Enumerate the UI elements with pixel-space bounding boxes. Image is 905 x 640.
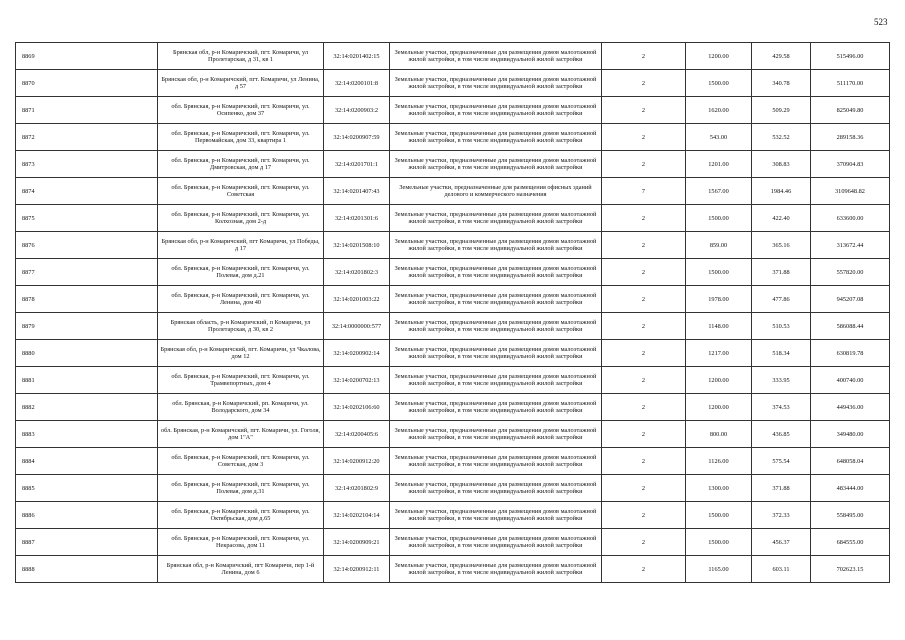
address-cell: Брянская обл, р-н Комаричский, пгт. Комаричи, ул Чкалова, дом 12 — [158, 340, 324, 367]
cadastral-value-cell: 684555.00 — [811, 529, 890, 556]
area-cell: 1300.00 — [686, 475, 752, 502]
category-cell: 2 — [602, 313, 686, 340]
category-cell: 2 — [602, 259, 686, 286]
category-cell: 2 — [602, 340, 686, 367]
category-cell: 2 — [602, 232, 686, 259]
land-use-cell: Земельные участки, предназначенные для размещения домов малоэтажной жилой застройки, в том числе индивидуальной жилой застройки — [390, 475, 602, 502]
category-cell: 2 — [602, 151, 686, 178]
row-number: 8876 — [16, 232, 158, 259]
cadastral-number-cell: 32:14:0200907:59 — [324, 124, 390, 151]
category-cell: 2 — [602, 421, 686, 448]
row-number: 8872 — [16, 124, 158, 151]
row-number: 8887 — [16, 529, 158, 556]
table-body — [16, 43, 890, 583]
category-cell: 2 — [602, 394, 686, 421]
cadastral-value-cell: 702623.15 — [811, 556, 890, 583]
cadastral-number-cell: 32:14:0202104:14 — [324, 502, 390, 529]
category-cell: 2 — [602, 556, 686, 583]
land-use-cell: Земельные участки, предназначенные для размещения домов малоэтажной жилой застройки, в том числе индивидуальной жилой застройки — [390, 205, 602, 232]
category-cell: 2 — [602, 448, 686, 475]
area-cell: 1500.00 — [686, 502, 752, 529]
cadastral-number-cell: 32:14:0201508:10 — [324, 232, 390, 259]
cadastral-number-cell: 32:14:0202106:60 — [324, 394, 390, 421]
cadastral-value-cell: 289158.36 — [811, 124, 890, 151]
row-number: 8870 — [16, 70, 158, 97]
address-cell: обл. Брянская, р-н Комаричский, пгт. Комаричи, ул. Трамвепортных, дом 4 — [158, 367, 324, 394]
land-use-cell: Земельные участки, предназначенные для размещения домов малоэтажной жилой застройки, в том числе индивидуальной жилой застройки — [390, 340, 602, 367]
category-cell: 2 — [602, 97, 686, 124]
area-cell: 1201.00 — [686, 151, 752, 178]
row-number: 8874 — [16, 178, 158, 205]
table-row — [16, 43, 890, 70]
address-cell: обл. Брянская, р-н Комаричский, пгт. Комаричи, ул. Колхозная, дом 2-д — [158, 205, 324, 232]
land-use-cell: Земельные участки, предназначенные для размещения домов малоэтажной жилой застройки, в том числе индивидуальной жилой застройки — [390, 502, 602, 529]
address-cell: обл. Брянская, р-н Комаричский, пгт. Комаричи, ул. Дмитровская, дом д 17 — [158, 151, 324, 178]
specific-value-cell: 308.83 — [752, 151, 811, 178]
specific-value-cell: 509.29 — [752, 97, 811, 124]
table-row — [16, 205, 890, 232]
address-cell: обл. Брянская, р-н Комаричский, пгт. Комаричи, ул. Советская, дом 3 — [158, 448, 324, 475]
cadastral-number-cell: 32:14:0200903:2 — [324, 97, 390, 124]
cadastral-number-cell: 32:14:0200912:11 — [324, 556, 390, 583]
cadastral-number-cell: 32:14:0200902:14 — [324, 340, 390, 367]
address-cell: обл. Брянская, р-н Комаричский, рп. Комаричи, ул. Володарского, дом 34 — [158, 394, 324, 421]
area-cell: 543.00 — [686, 124, 752, 151]
row-number: 8873 — [16, 151, 158, 178]
area-cell: 1500.00 — [686, 529, 752, 556]
address-cell: Брянская обл, р-н Комаричский, пгт Комаричи, пер 1-й Ленина, дом 6 — [158, 556, 324, 583]
cadastral-value-cell: 825049.80 — [811, 97, 890, 124]
cadastral-value-cell: 586088.44 — [811, 313, 890, 340]
cadastral-number-cell: 32:14:0200909:21 — [324, 529, 390, 556]
row-number: 8885 — [16, 475, 158, 502]
category-cell: 2 — [602, 43, 686, 70]
category-cell: 2 — [602, 529, 686, 556]
area-cell: 1567.00 — [686, 178, 752, 205]
cadastral-number-cell: 32:14:0201003:22 — [324, 286, 390, 313]
table-row — [16, 286, 890, 313]
cadastral-value-cell: 558495.00 — [811, 502, 890, 529]
specific-value-cell: 340.78 — [752, 70, 811, 97]
category-cell: 2 — [602, 502, 686, 529]
address-cell: Брянская обл, р-н Комаричский, пгт Комаричи, ул Победы, д 17 — [158, 232, 324, 259]
table-row — [16, 340, 890, 367]
land-use-cell: Земельные участки, предназначенные для размещения домов малоэтажной жилой застройки, в том числе индивидуальной жилой застройки — [390, 124, 602, 151]
address-cell: обл. Брянская, р-н Комаричский, пгт. Комаричи, ул. Гоголя, дом 1"А" — [158, 421, 324, 448]
cadastral-value-cell: 483444.00 — [811, 475, 890, 502]
land-use-cell: Земельные участки, предназначенные для размещения домов малоэтажной жилой застройки, в том числе индивидуальной жилой застройки — [390, 70, 602, 97]
specific-value-cell: 429.58 — [752, 43, 811, 70]
table-row — [16, 124, 890, 151]
specific-value-cell: 603.11 — [752, 556, 811, 583]
address-cell: Брянская обл, р-н Комаричский, пгт. Комаричи, ул Пролетарская, д 31, кв 1 — [158, 43, 324, 70]
specific-value-cell: 371.88 — [752, 475, 811, 502]
row-number: 8882 — [16, 394, 158, 421]
specific-value-cell: 365.16 — [752, 232, 811, 259]
table-row — [16, 232, 890, 259]
address-cell: Брянская область, р-н Комаричский, п Комаричи, ул Пролетарская, д 30, кв 2 — [158, 313, 324, 340]
cadastral-value-cell: 313672.44 — [811, 232, 890, 259]
cadastral-number-cell: 32:14:0201802:9 — [324, 475, 390, 502]
cadastral-value-cell: 648058.04 — [811, 448, 890, 475]
cadastral-number-cell: 32:14:0200405:6 — [324, 421, 390, 448]
address-cell: Брянская обл, р-н Комаричский, пгт. Комаричи, ул Ленина, д 57 — [158, 70, 324, 97]
table-row — [16, 97, 890, 124]
row-number: 8883 — [16, 421, 158, 448]
row-number: 8875 — [16, 205, 158, 232]
specific-value-cell: 1984.46 — [752, 178, 811, 205]
table-row — [16, 259, 890, 286]
specific-value-cell: 374.53 — [752, 394, 811, 421]
cadastral-number-cell: 32:14:0200912:20 — [324, 448, 390, 475]
row-number: 8884 — [16, 448, 158, 475]
area-cell: 859.00 — [686, 232, 752, 259]
cadastral-value-cell: 557820.00 — [811, 259, 890, 286]
area-cell: 1500.00 — [686, 205, 752, 232]
table-row — [16, 70, 890, 97]
area-cell: 1200.00 — [686, 43, 752, 70]
row-number: 8881 — [16, 367, 158, 394]
specific-value-cell: 456.37 — [752, 529, 811, 556]
row-number: 8880 — [16, 340, 158, 367]
category-cell: 7 — [602, 178, 686, 205]
land-use-cell: Земельные участки, предназначенные для размещения домов малоэтажной жилой застройки, в том числе индивидуальной жилой застройки — [390, 556, 602, 583]
land-use-cell: Земельные участки, предназначенные для размещения домов малоэтажной жилой застройки, в том числе индивидуальной жилой застройки — [390, 313, 602, 340]
address-cell: обл. Брянская, р-н Комаричский, пгт. Комаричи, ул. Советская — [158, 178, 324, 205]
specific-value-cell: 371.88 — [752, 259, 811, 286]
specific-value-cell: 333.95 — [752, 367, 811, 394]
table-row — [16, 367, 890, 394]
area-cell: 1126.00 — [686, 448, 752, 475]
address-cell: обл. Брянская, р-н Комаричский, пгт. Комаричи, ул. Осипенко, дом 37 — [158, 97, 324, 124]
land-use-cell: Земельные участки, предназначенные для размещения домов малоэтажной жилой застройки, в том числе индивидуальной жилой застройки — [390, 232, 602, 259]
cadastral-value-cell: 370904.83 — [811, 151, 890, 178]
area-cell: 1500.00 — [686, 70, 752, 97]
land-use-cell: Земельные участки, предназначенные для размещения домов малоэтажной жилой застройки, в том числе индивидуальной жилой застройки — [390, 394, 602, 421]
cadastral-number-cell: 32:14:0201407:43 — [324, 178, 390, 205]
area-cell: 1200.00 — [686, 394, 752, 421]
land-use-cell: Земельные участки, предназначенные для размещения домов малоэтажной жилой застройки, в том числе индивидуальной жилой застройки — [390, 97, 602, 124]
row-number: 8871 — [16, 97, 158, 124]
area-cell: 800.00 — [686, 421, 752, 448]
land-use-cell: Земельные участки, предназначенные для размещения домов малоэтажной жилой застройки, в том числе индивидуальной жилой застройки — [390, 151, 602, 178]
cadastral-value-cell: 511170.00 — [811, 70, 890, 97]
cadastral-value-cell: 945207.08 — [811, 286, 890, 313]
land-use-cell: Земельные участки, предназначенные для размещения домов малоэтажной жилой застройки, в том числе индивидуальной жилой застройки — [390, 286, 602, 313]
table-row — [16, 502, 890, 529]
area-cell: 1148.00 — [686, 313, 752, 340]
cadastral-value-cell: 349480.00 — [811, 421, 890, 448]
row-number: 8888 — [16, 556, 158, 583]
category-cell: 2 — [602, 70, 686, 97]
cadastral-number-cell: 32:14:0200702:13 — [324, 367, 390, 394]
category-cell: 2 — [602, 286, 686, 313]
row-number: 8869 — [16, 43, 158, 70]
address-cell: обл. Брянская, р-н Комаричский, пгт. Комаричи, ул. Некрасова, дом 11 — [158, 529, 324, 556]
cadastral-value-cell: 633600.00 — [811, 205, 890, 232]
cadastral-value-cell: 515496.00 — [811, 43, 890, 70]
cadastral-number-cell: 32:14:0200101:8 — [324, 70, 390, 97]
land-use-cell: Земельные участки, предназначенные для размещения домов малоэтажной жилой застройки, в том числе индивидуальной жилой застройки — [390, 259, 602, 286]
table-row — [16, 448, 890, 475]
land-use-cell: Земельные участки, предназначенные для размещения домов малоэтажной жилой застройки, в том числе индивидуальной жилой застройки — [390, 448, 602, 475]
table-row — [16, 394, 890, 421]
table-row — [16, 475, 890, 502]
cadastral-value-cell: 630819.78 — [811, 340, 890, 367]
table-row — [16, 421, 890, 448]
area-cell: 1978.00 — [686, 286, 752, 313]
category-cell: 2 — [602, 475, 686, 502]
cadastral-number-cell: 32:14:0201402:15 — [324, 43, 390, 70]
area-cell: 1165.00 — [686, 556, 752, 583]
cadastral-number-cell: 32:14:0201701:1 — [324, 151, 390, 178]
area-cell: 1620.00 — [686, 97, 752, 124]
table-row — [16, 313, 890, 340]
address-cell: обл. Брянская, р-н Комаричский, пгт. Комаричи, ул. Ленина, дом 40 — [158, 286, 324, 313]
cadastral-registry-table — [15, 42, 890, 583]
land-use-cell: Земельные участки, предназначенные для размещения домов малоэтажной жилой застройки, в том числе индивидуальной жилой застройки — [390, 421, 602, 448]
address-cell: обл. Брянская, р-н Комаричский, пгт. Комаричи, ул. Первомайская, дом 33, квартира 1 — [158, 124, 324, 151]
area-cell: 1217.00 — [686, 340, 752, 367]
cadastral-value-cell: 3109648.82 — [811, 178, 890, 205]
row-number: 8879 — [16, 313, 158, 340]
cadastral-number-cell: 32:14:0201802:3 — [324, 259, 390, 286]
row-number: 8886 — [16, 502, 158, 529]
table-row — [16, 529, 890, 556]
category-cell: 2 — [602, 205, 686, 232]
address-cell: обл. Брянская, р-н Комаричский, пгт. Комаричи, ул. Полевая, дом д.21 — [158, 259, 324, 286]
cadastral-value-cell: 449436.00 — [811, 394, 890, 421]
specific-value-cell: 510.53 — [752, 313, 811, 340]
category-cell: 2 — [602, 367, 686, 394]
land-use-cell: Земельные участки, предназначенные для размещения домов малоэтажной жилой застройки, в том числе индивидуальной жилой застройки — [390, 43, 602, 70]
area-cell: 1500.00 — [686, 259, 752, 286]
specific-value-cell: 422.40 — [752, 205, 811, 232]
specific-value-cell: 575.54 — [752, 448, 811, 475]
cadastral-number-cell: 32:14:0201301:6 — [324, 205, 390, 232]
specific-value-cell: 436.85 — [752, 421, 811, 448]
land-use-cell: Земельные участки, предназначенные для размещения офисных зданий делового и коммерческого назначения — [390, 178, 602, 205]
row-number: 8877 — [16, 259, 158, 286]
land-use-cell: Земельные участки, предназначенные для размещения домов малоэтажной жилой застройки, в том числе индивидуальной жилой застройки — [390, 367, 602, 394]
table-row — [16, 556, 890, 583]
table-row — [16, 151, 890, 178]
page-number: 523 — [874, 17, 888, 27]
area-cell: 1200.00 — [686, 367, 752, 394]
row-number: 8878 — [16, 286, 158, 313]
land-use-cell: Земельные участки, предназначенные для размещения домов малоэтажной жилой застройки, в том числе индивидуальной жилой застройки — [390, 529, 602, 556]
specific-value-cell: 477.86 — [752, 286, 811, 313]
specific-value-cell: 372.33 — [752, 502, 811, 529]
address-cell: обл. Брянская, р-н Комаричский, пгт. Комаричи, ул. Полевая, дом д.31 — [158, 475, 324, 502]
address-cell: обл. Брянская, р-н Комаричский, пгт. Комаричи, ул. Октябрьская, дом д.65 — [158, 502, 324, 529]
category-cell: 2 — [602, 124, 686, 151]
table-row — [16, 178, 890, 205]
specific-value-cell: 532.52 — [752, 124, 811, 151]
cadastral-number-cell: 32:14:0000000:577 — [324, 313, 390, 340]
specific-value-cell: 518.34 — [752, 340, 811, 367]
cadastral-value-cell: 400740.00 — [811, 367, 890, 394]
